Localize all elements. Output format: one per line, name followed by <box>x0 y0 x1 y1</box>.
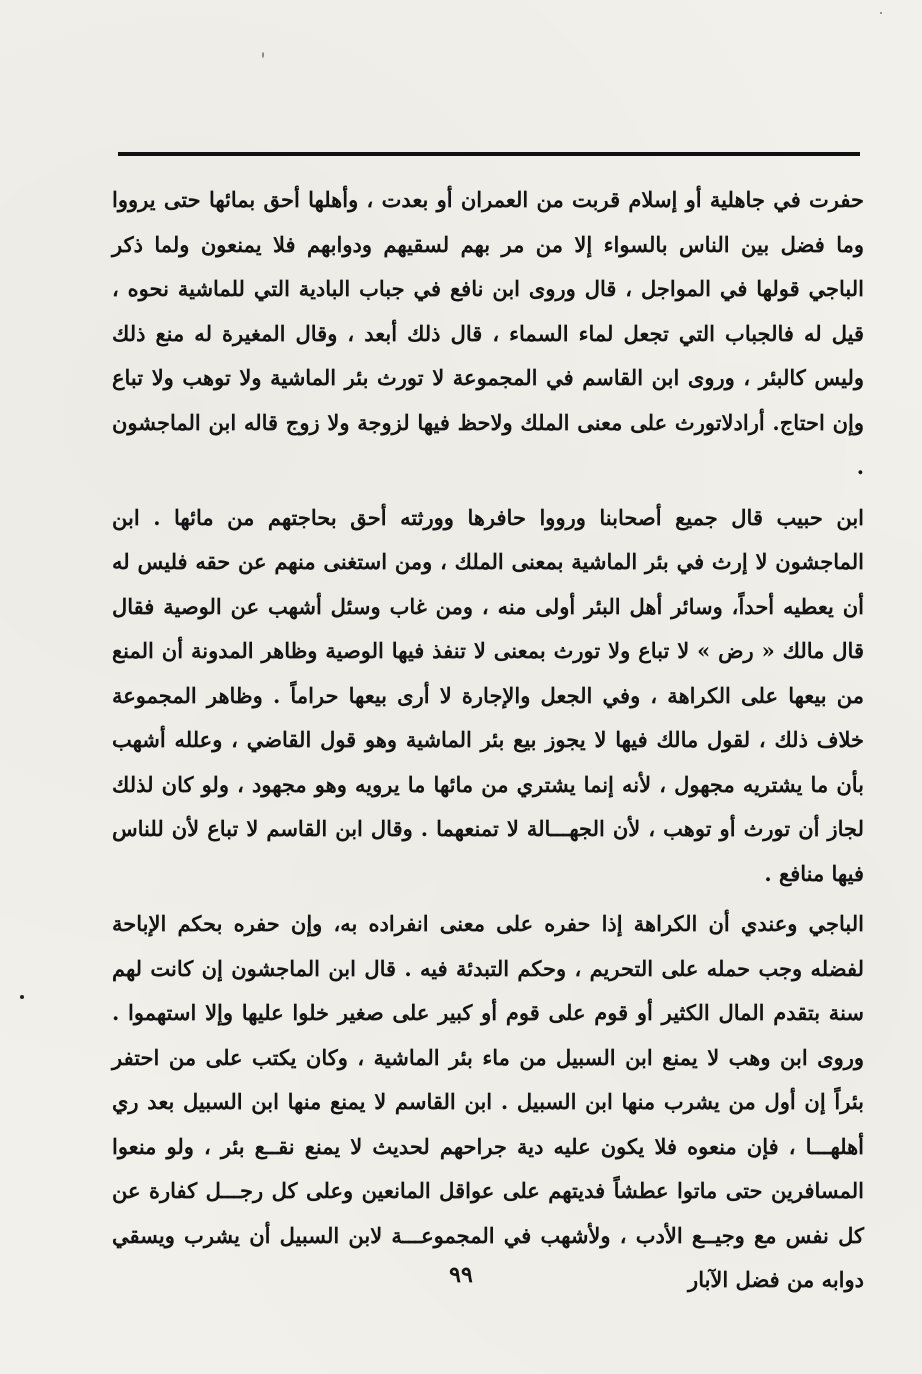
scan-speck <box>880 12 882 14</box>
paragraph-3: الباجي وعندي أن الكراهة إذا حفره على معنى انفراده به، وإن حفره بحكم الإباحة لفضله وجب حمله على التحريم ، وحكم التبدئة فيه . قال ابن الماجشون إن كانت لهم سنة بتقدم المال الكثير أو قوم على قوم أو كبير على صغير خلوا عليها وإلا استهموا . وروى ابن وهب لا يمنع ابن السبيل من ماء بئر الماشية ، وكان يكتب على من احتفر بئراً إن أول من يشرب منها ابن السبيل . ابن القاسم لا يمنع منها ابن السبيل بعد ري أهلهـــا ، فإن منعوه فلا يكون عليه دية جراحهم لحديث لا يمنع نقــع بئر ، ولو منعوا المسافرين حتى ماتوا عطشاً فديتهم على عواقل المانعين وعلى كل رجـــل كفارة عن كل نفس مع وجيــع الأدب ، ولأشهب في المجموعـــة لابن السبيل أن يشرب ويسقي دوابه من فضل الآبار <box>112 911 864 1292</box>
scan-speck <box>20 995 24 999</box>
body-text <box>112 178 864 1303</box>
page-number: ٩٩ <box>449 1262 473 1288</box>
paragraph-1: حفرت في جاهلية أو إسلام قربت من العمران أو بعدت ، وأهلها أحق بمائها حتى يرووا وما فضل بين الناس بالسواء إلا من مر بهم لسقيهم ودوابهم فلا يمنعون ولما ذكر الباجي قولها في المواجل ، قال وروى ابن نافع في جباب البادية التي للماشية نحوه ، قيل له فالجباب التي تجعل لماء السماء ، قال ذلك أبعد ، وقال المغيرة له منع ذلك وليس كالبئر ، وروى ابن القاسم في المجموعة لا تورث بئر الماشية ولا توهب ولا تباع وإن احتاج. أرادلاتورث على معنى الملك ولاحظ فيها لزوجة ولا زوج قاله ابن الماجشون . <box>112 187 865 479</box>
paragraph-2: ابن حبيب قال جميع أصحابنا ورووا حافرها وورثته أحق بحاجتهم من مائها . ابن الماجشون لا إرث في بئر الماشية بمعنى الملك ، ومن استغنى منهم عن حقه فليس له أن يعطيه أحداً، وسائر أهل البئر أولى منه ، ومن غاب وسئل أشهب عن الوصية فقال قال مالك « رض » لا تباع ولا تورث بمعنى لا تنفذ فيها الوصية وظاهر المدونة أن المنع من بيعها على الكراهة ، وفي الجعل والإجارة لا أرى بيعها حراماً . وظاهر المجموعة خلاف ذلك ، لقول مالك فيها لا يجوز بيع بئر الماشية وهو قول القاضي ، وعلله أشهب بأن ما يشتريه مجهول ، لأنه إنما يشتري من مائها ما يرويه وهو مجهود ، ولو كان لذلك لجاز أن تورث أو توهب ، لأن الجهـــالة لا تمنعهما . وقال ابن القاسم لا تباع لأن للناس فيها منافع . <box>112 504 864 886</box>
scan-speck <box>262 52 264 58</box>
header-rule <box>118 152 860 156</box>
